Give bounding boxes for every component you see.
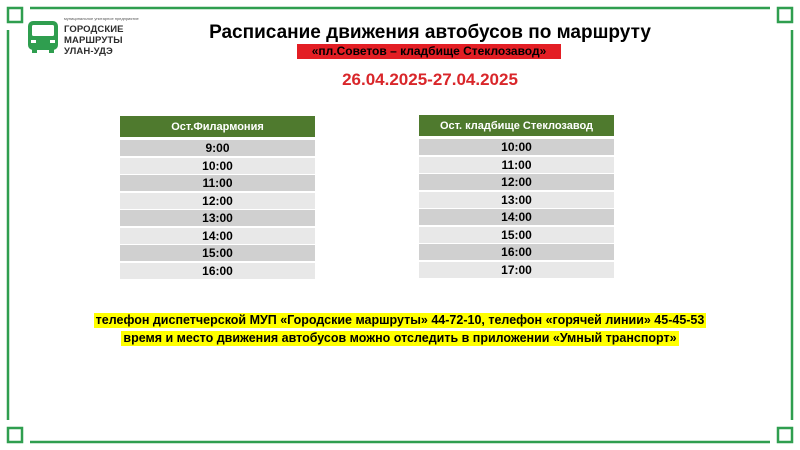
dispatcher-phone-text: телефон диспетчерской МУП «Городские маршруты» 44-72-10, телефон «горячей линии» 45-45-53	[95, 313, 705, 327]
page-title: Расписание движения автобусов по маршруту	[209, 22, 651, 43]
departure-time: 15:00	[120, 245, 315, 261]
departure-time: 14:00	[120, 228, 315, 244]
date-range: 26.04.2025-27.04.2025	[342, 70, 518, 89]
stop-header: Ост.Филармония	[120, 116, 315, 137]
departure-time: 16:00	[120, 263, 315, 279]
departure-time: 12:00	[120, 193, 315, 209]
departure-time: 15:00	[419, 227, 614, 243]
logo-line-3: УЛАН-УДЭ	[64, 46, 113, 57]
logo-line-2: МАРШРУТЫ	[64, 35, 123, 46]
departure-time: 13:00	[120, 210, 315, 226]
departure-time: 14:00	[419, 209, 614, 225]
stop-header: Ост. кладбище Стеклозавод	[419, 115, 614, 136]
departure-time: 10:00	[419, 139, 614, 155]
logo-line-1: ГОРОДСКИЕ	[64, 24, 124, 35]
departure-time: 11:00	[120, 175, 315, 191]
departure-time: 11:00	[419, 157, 614, 173]
departure-time: 10:00	[120, 158, 315, 174]
schedule-table-filarmonia	[120, 116, 315, 280]
departure-time: 17:00	[419, 262, 614, 278]
departure-time: 16:00	[419, 244, 614, 260]
app-tracking-text: время и место движения автобусов можно отследить в приложении «Умный транспорт»	[123, 331, 677, 345]
departure-time: 9:00	[120, 140, 315, 156]
info-block	[0, 311, 800, 347]
departure-time: 13:00	[419, 192, 614, 208]
departure-time: 12:00	[419, 174, 614, 190]
schedule-table-steklozavod	[419, 115, 614, 279]
logo-subtext: муниципальное унитарное предприятие	[64, 16, 139, 21]
route-name: «пл.Советов – кладбище Стеклозавод»	[297, 44, 561, 59]
